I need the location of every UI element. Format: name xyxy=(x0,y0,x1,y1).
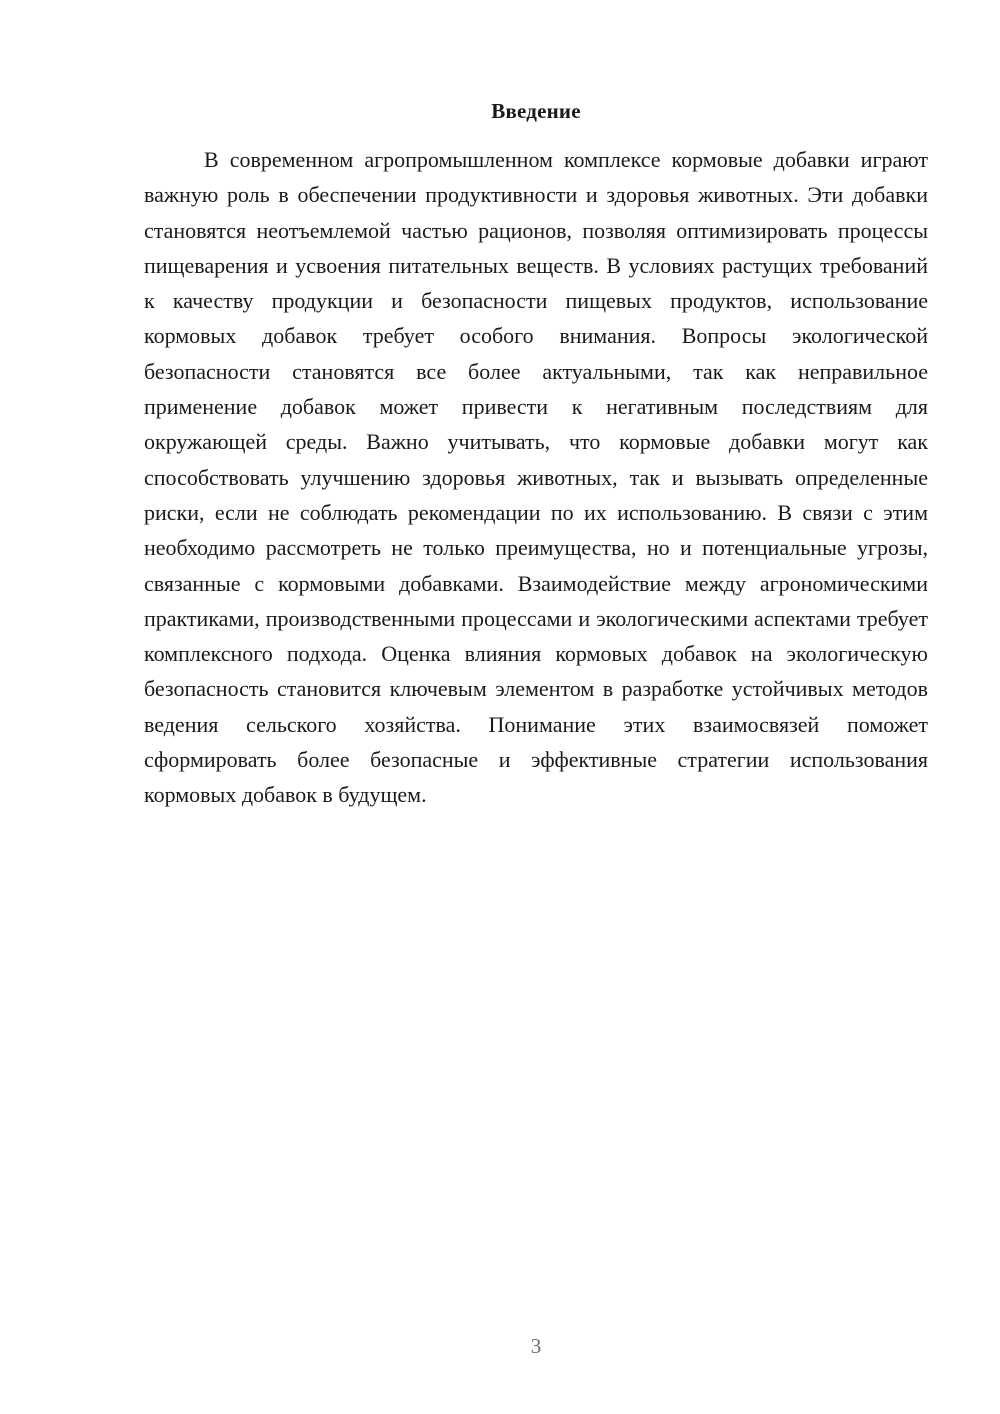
section-heading: Введение xyxy=(491,99,581,123)
page-number: 3 xyxy=(530,1334,542,1358)
body-paragraph: В современном агропромышленном комплексе кормовые добавки играют важную роль в обеспечении продуктивности и здоровья животных. Эти добавки становятся неотъемлемой частью рационов, позволяя оптимизировать процессы пищеварения и усвоения питательных веществ. В условиях растущих требований к качеству продукции и безопасности пищевых продуктов, использование кормовых добавок требует особого внимания. Вопросы экологической безопасности становятся все более актуальными, так как неправильное применение добавок может привести к негативным последствиям для окружающей среды. Важно учитывать, что кормовые добавки могут как способствовать улучшению здоровья животных, так и вызывать определенные риски, если не соблюдать рекомендации по их использованию. В связи с этим необходимо рассмотреть не только преимущества, но и потенциальные угрозы, связанные с кормовыми добавками. Взаимодействие между агрономическими практиками, производственными процессами и экологическими аспектами требует комплексного подхода. Оценка влияния кормовых добавок на экологическую безопасность становится ключевым элементом в разработке устойчивых методов ведения сельского хозяйства. Понимание этих взаимосвязей поможет сформировать более безопасные и эффективные стратегии использования кормовых добавок в будущем. xyxy=(144,147,928,808)
